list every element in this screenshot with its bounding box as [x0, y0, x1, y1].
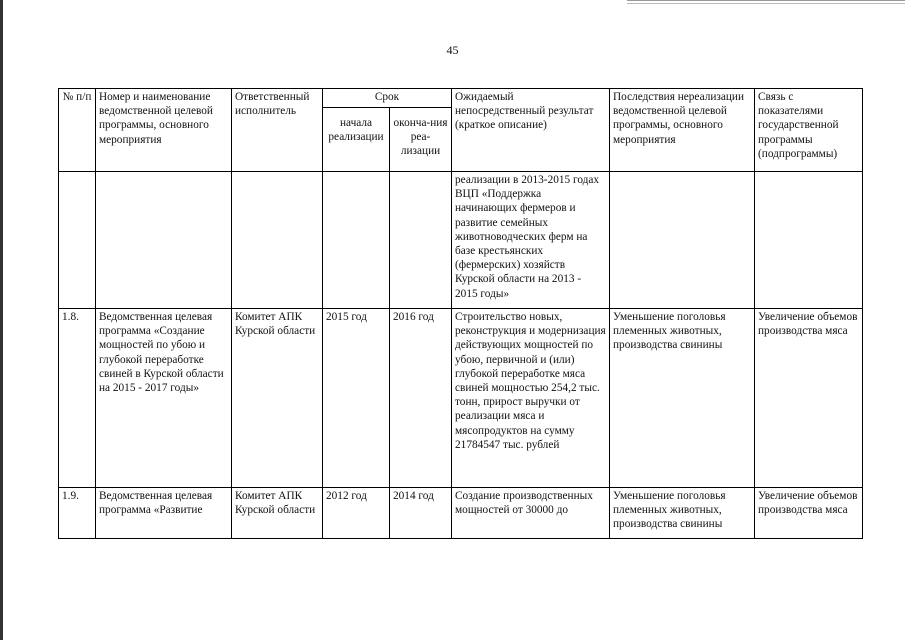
cell-consequences: Уменьшение поголовья племенных животных, производства свинины [610, 309, 755, 488]
cell-link: Увеличение объемов производства мяса [755, 488, 863, 539]
cell-start [323, 172, 390, 309]
cell-num: 1.8. [59, 309, 96, 488]
cell-result: реализации в 2013-2015 годах ВЦП «Поддержка начинающих фермеров и развитие семейных животноводческих ферм на базе крестьянских (фермерских) хозяйств Курской области на 2013 - 2015 годы» [452, 172, 610, 309]
cell-result: Создание производственных мощностей от 30000 до [452, 488, 610, 539]
header-term-start: начала реализации [323, 108, 390, 172]
cell-name [96, 172, 232, 309]
header-executor: Ответственный исполнитель [232, 89, 323, 172]
cell-num: 1.9. [59, 488, 96, 539]
cell-start: 2015 год [323, 309, 390, 488]
header-num: № п/п [59, 89, 96, 172]
cell-end [390, 172, 452, 309]
table-row [59, 488, 863, 539]
cell-result: Строительство новых, реконструкция и модернизация действующих мощностей по убою, первичной и (или) глубокой переработке мяса свиней мощностью 254,2 тыс. тонн, прирост выручки от реализации мяса и мясопродуктов на сумму 21784547 тыс. рублей [452, 309, 610, 488]
cell-name: Ведомственная целевая программа «Создание мощностей по убою и глубокой переработке свиней в Курской области на 2015 - 2017 годы» [96, 309, 232, 488]
header-consequences: Последствия нереализации ведомственной целевой программы, основного мероприятия [610, 89, 755, 172]
header-link: Связь с показателями государственной программы (подпрограммы) [755, 89, 863, 172]
cell-consequences: Уменьшение поголовья племенных животных, производства свинины [610, 488, 755, 539]
cell-executor: Комитет АПК Курской области [232, 309, 323, 488]
header-name: Номер и наименование ведомственной целевой программы, основного мероприятия [96, 89, 232, 172]
header-term-end: оконча-ния реа-лизации [390, 108, 452, 172]
program-table [58, 88, 863, 539]
cell-num [59, 172, 96, 309]
cell-executor [232, 172, 323, 309]
cell-link [755, 172, 863, 309]
cell-name: Ведомственная целевая программа «Развитие [96, 488, 232, 539]
cell-executor: Комитет АПК Курской области [232, 488, 323, 539]
scan-artifact-top [627, 0, 905, 4]
cell-end: 2016 год [390, 309, 452, 488]
table-row [59, 309, 863, 488]
cell-start: 2012 год [323, 488, 390, 539]
table-row [59, 172, 863, 309]
cell-consequences [610, 172, 755, 309]
page-number: 45 [446, 43, 459, 57]
header-term: Срок [323, 89, 452, 108]
table-header-row [59, 89, 863, 108]
cell-end: 2014 год [390, 488, 452, 539]
header-result: Ожидаемый непосредственный результат (краткое описание) [452, 89, 610, 172]
cell-link: Увеличение объемов производства мяса [755, 309, 863, 488]
scan-artifact-left [0, 0, 3, 640]
